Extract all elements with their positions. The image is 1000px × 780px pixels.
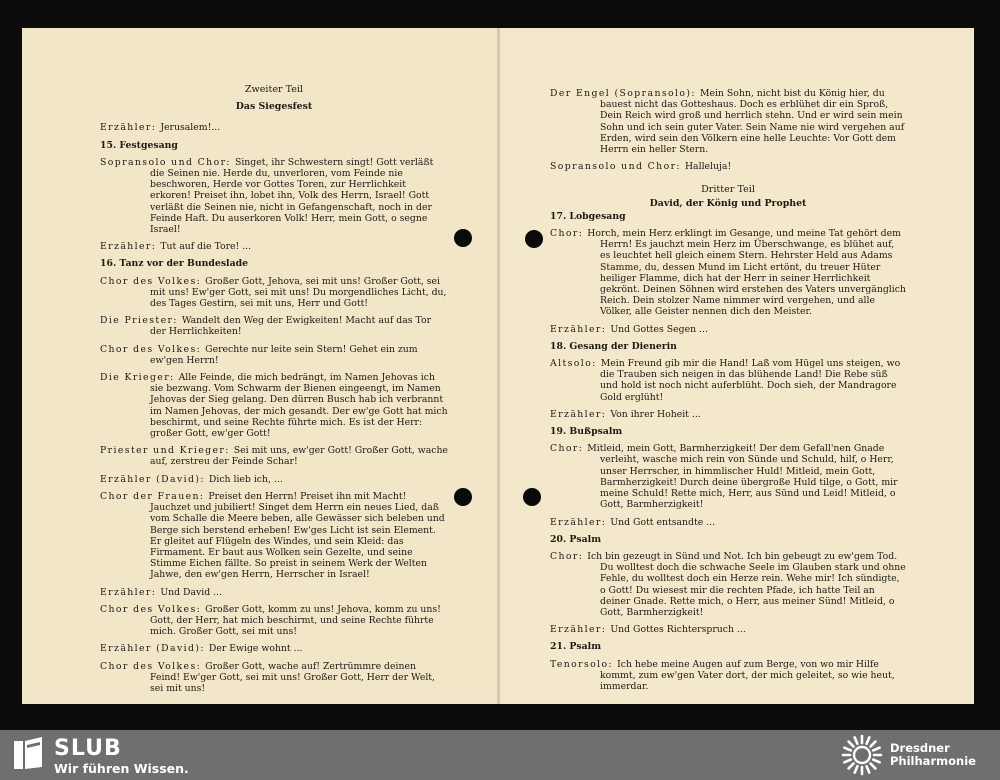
footer-bar <box>0 730 1000 780</box>
speaker-label: Sopransolo und Chor: <box>550 161 681 173</box>
libretto-entry <box>100 445 448 467</box>
section-number-heading: 15. Festgesang <box>100 139 178 151</box>
libretto-entry <box>550 228 906 318</box>
punch-hole <box>523 488 541 506</box>
speaker-label: Erzähler (David): <box>100 473 205 485</box>
left-column <box>100 84 448 700</box>
part-subtitle: Das Siegesfest <box>235 101 313 113</box>
libretto-entry <box>100 643 448 654</box>
speaker-label: Erzähler: <box>100 122 157 134</box>
libretto-text: Alle Feinde, die mich bedrängt, im Namen Jehovas ich sie bezwang. Vom Schwarm der Bienen eingeengt, im Namen Jehovas der Sieg gelang. Den dürren Busch hab ich verbrannt im Namen Jehovas, der mich gesandt. Der ew'ge Gott hat mich beschirmt, und seine Rechte führte mich. Es ist der Herr: großer Gott, ew'ger Gott! <box>150 372 448 440</box>
libretto-entry <box>100 587 448 598</box>
libretto-entry <box>550 409 906 420</box>
libretto-text: Ich bin gezeugt in Sünd und Not. Ich bin gebeugt zu ew'gem Tod. Du wolltest doch die schwache Seele im Glauben stark und ohne Fehle, du wolltest doch ein Herze rein. Wehe mir! Ich sündigte, o Gott! Du wiesest mir die rechten Pfade, ich hatte Teil an deiner Gnade. Rette mich, o Herr, aus meiner Sünd! Mitleid, o Gott, Barmherzigkeit! <box>587 550 906 618</box>
libretto-entry <box>550 358 906 403</box>
libretto-entry <box>550 324 906 335</box>
libretto-text: Von ihrer Hoheit ... <box>610 408 701 420</box>
speaker-label: Tenorsolo: <box>550 658 614 670</box>
libretto-entry <box>100 157 448 235</box>
speaker-label: Chor des Volkes: <box>100 660 202 672</box>
slub-logo-icon <box>12 737 46 773</box>
speaker-label: Sopransolo und Chor: <box>100 156 231 168</box>
libretto-entry <box>100 315 448 337</box>
libretto-text: Und Gottes Segen ... <box>610 323 708 335</box>
partner-name <box>890 742 976 768</box>
libretto-entry <box>550 659 906 693</box>
libretto-entry <box>100 241 448 252</box>
libretto-text: Großer Gott, komm zu uns! Jehova, komm zu uns! Gott, der Herr, hat mich beschirmt, und seine Rechte führte mich. Großer Gott, sei mit uns! <box>150 603 441 638</box>
libretto-text: Tut auf die Tore! ... <box>160 241 252 253</box>
section-number-heading: 20. Psalm <box>550 533 602 545</box>
libretto-text: Mein Sohn, nicht bist du König hier, du bauest nicht das Gotteshaus. Doch es erblühet dir ein Sproß, Dein Reich wird groß und herrlich stehn. Und er wird sein mein Sohn und ich sein guter Vater. Sein Name nie wird vergehen auf Erden, wird sein den Völkern eine helle Leuchte: Vor Gott dem Herrn ein heller Stern. <box>600 88 905 156</box>
libretto-text: Der Ewige wohnt ... <box>208 643 303 655</box>
speaker-label: Chor des Volkes: <box>100 343 202 355</box>
libretto-entry <box>550 443 906 510</box>
section-number-heading: 16. Tanz vor der Bundeslade <box>100 258 249 270</box>
libretto-entry <box>100 604 448 638</box>
library-name: SLUB <box>54 736 122 761</box>
libretto-entry <box>100 491 448 581</box>
libretto-entry <box>100 372 448 439</box>
libretto-entry <box>100 344 448 366</box>
libretto-text: Gerechte nur leite sein Stern! Gehet ein zum ew'gen Herrn! <box>150 343 418 366</box>
speaker-label: Priester und Krieger: <box>100 445 230 457</box>
philharmonie-logo-icon <box>840 733 884 777</box>
libretto-text: Und David ... <box>160 586 223 598</box>
section-number-heading: 18. Gesang der Dienerin <box>550 340 677 352</box>
speaker-label: Erzähler: <box>550 624 607 636</box>
speaker-label: Erzähler (David): <box>100 643 205 655</box>
part-subtitle-right: David, der König und Prophet <box>649 197 807 209</box>
libretto-entry <box>550 624 906 635</box>
libretto-entry <box>100 474 448 485</box>
libretto-text: Ich hebe meine Augen auf zum Berge, von wo mir Hilfe kommt, zum ew'gen Vater dort, der mich geleitet, so wie heut, immerdar. <box>600 658 895 692</box>
speaker-label: Die Krieger: <box>100 372 175 384</box>
left-entries <box>100 122 448 694</box>
speaker-label: Chor der Frauen: <box>100 490 205 502</box>
libretto-text: Großer Gott, wache auf! Zertrümmre deinen Feind! Ew'ger Gott, sei mit uns! Großer Gott, Herr der Welt, sei mit uns! <box>150 660 435 694</box>
libretto-text: Jerusalem!... <box>160 122 221 134</box>
partner-name-line1: Dresdner <box>890 741 950 755</box>
libretto-text: Sei mit uns, ew'ger Gott! Großer Gott, wache auf, zerstreu der Feinde Schar! <box>150 445 448 468</box>
speaker-label: Der Engel (Sopransolo): <box>550 88 696 99</box>
libretto-text: Mitleid, mein Gott, Barmherzigkeit! Der dem Gefall'nen Gnade verleiht, wasche mich rein von Sünde und Schuld, hilf, o Herr, unser Herrscher, in himmlischer Huld! Mitleid, mein Gott, Barmherzigkeit! Durch deine übergroße Huld tilge, o Gott, mir meine Schuld! Rette mich, Herr, aus Sünd und Leid! Mitleid, o Gott, Barmherzigkeit! <box>587 443 898 511</box>
right-page <box>500 28 974 704</box>
left-page <box>22 28 498 704</box>
libretto-entry <box>550 517 906 528</box>
right-top-entries <box>550 88 906 172</box>
libretto-text: Und Gott entsandte ... <box>610 516 716 528</box>
section-number-heading: 19. Bußpsalm <box>550 426 623 438</box>
speaker-label: Erzähler: <box>100 586 157 598</box>
speaker-label: Die Priester: <box>100 315 178 327</box>
libretto-text: Horch, mein Herz erklingt im Gesange, und meine Tat gehört dem Herrn! Es jauchzt mein Herz im Überschwange, es blühet auf, es leuchtet hell gleich einem Stern. Hehrster Held aus Adams Stamme, du, dessen Mund im Licht ertönt, du treuer Hüter heiliger Flamme, dich hat der Herr in seiner Herrlichkeit gekrönt. Deinen Söhnen wird erstehen des Vaters unvergänglich Reich. Dein stolzer Name nimmer wird vergehen, und alle Völker, alle Geister nennen dich den Meister. <box>587 228 906 318</box>
speaker-label: Erzähler: <box>550 408 607 420</box>
libretto-text: Halleluja! <box>684 161 732 173</box>
partner-name-line2: Philharmonie <box>890 754 976 768</box>
speaker-label: Chor: <box>550 228 584 240</box>
speaker-label: Erzähler: <box>550 323 607 335</box>
speaker-label: Altsolo: <box>550 358 597 370</box>
punch-hole <box>454 488 472 506</box>
libretto-entry <box>550 551 906 618</box>
libretto-text: Preiset den Herrn! Preiset ihn mit Macht! Jauchzet und jubiliert! Singet dem Herrn ein neues Lied, daß vom Schalle die Meere beben, alle Gewässer sich beleben und Berge sich berstend erheben! Ew'ges Licht ist sein Element. Er gleitet auf Flügeln des Windes, und sein Kleid: das Firmament. Er baut aus Wolken sein Gezelte, und seine Stimme Eichen fällte. So preist in seinem Werk der Welten Jahwe, den ew'gen Herrn, Herrscher in Israel! <box>150 490 445 581</box>
speaker-label: Chor: <box>550 550 584 562</box>
libretto-text: Großer Gott, Jehova, sei mit uns! Großer Gott, sei mit uns! Ew'ger Gott, sei mit uns! Du morgendliches Licht, du, des Tages Gestirn, sei mit uns, Herr und Gott! <box>150 275 447 310</box>
libretto-text: Singet, ihr Schwestern singt! Gott verläßt die Seinen nie. Herde du, unverloren, vom Feinde nie beschworen, Herde vor Gottes Toren, zur Herrlichkeit erkoren! Preiset ihn, lobet ihn, Volk des Herrn, Israel! Gott verläßt die Seinen nie, nicht in Gefangenschaft, noch in der Feinde Haft. Du auserkoren Volk! Herr, mein Gott, o segne Israel! <box>150 156 434 236</box>
section-number-heading: 21. Psalm <box>550 641 602 653</box>
libretto-text: Und Gottes Richterspruch ... <box>610 624 746 636</box>
speaker-label: Chor: <box>550 443 584 455</box>
speaker-label: Erzähler: <box>550 516 607 528</box>
libretto-entry <box>100 122 448 133</box>
speaker-label: Chor des Volkes: <box>100 603 202 615</box>
part-title: Zweiter Teil <box>244 84 304 95</box>
part-title-right: Dritter Teil <box>701 184 755 196</box>
libretto-entry <box>550 161 906 172</box>
section-number-heading: 17. Lobgesang <box>550 210 626 222</box>
libretto-text: Dich lieb ich, ... <box>208 473 283 485</box>
libretto-text: Mein Freund gib mir die Hand! Laß vom Hügel uns steigen, wo die Trauben sich neigen in das blühende Land! Die Rebe süß und hold ist noch nicht auferblüht. Doch sieh, der Mandragore Gold erglüht! <box>600 358 901 403</box>
speaker-label: Chor des Volkes: <box>100 275 202 287</box>
punch-hole <box>454 229 472 247</box>
library-tagline: Wir führen Wissen. <box>54 761 189 776</box>
right-column <box>550 88 906 698</box>
speaker-label: Erzähler: <box>100 241 157 253</box>
libretto-entry <box>550 88 906 155</box>
libretto-entry <box>100 661 448 695</box>
libretto-text: Wandelt den Weg der Ewigkeiten! Macht auf das Tor der Herrlichkeiten! <box>150 315 432 338</box>
right-entries <box>550 211 906 692</box>
punch-hole <box>525 230 543 248</box>
libretto-entry <box>100 276 448 310</box>
